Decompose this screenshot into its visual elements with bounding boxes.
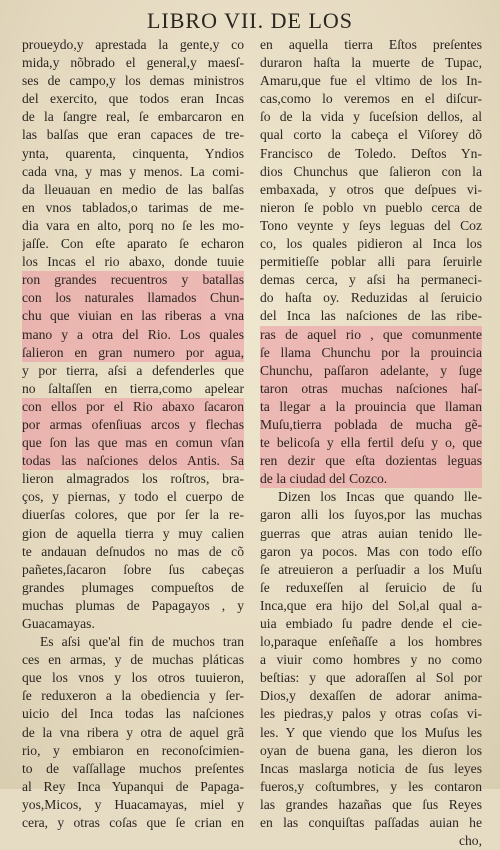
highlighted-text: por armas ofenſiuas arcos y flechas	[22, 416, 244, 432]
line-text: no ſaltaſſen en tierra,como apelear	[22, 380, 244, 396]
line-text: dia vara en alto, porq no ſe les mo-	[22, 217, 244, 233]
text-line	[22, 380, 244, 398]
text-line	[22, 398, 244, 416]
text-line	[22, 181, 244, 199]
highlighted-text: ſe llama Chunchu por la prouincia	[260, 344, 482, 360]
text-line	[22, 289, 244, 307]
text-line	[22, 90, 244, 108]
highlighted-text: de la ciudad del Cozco.	[260, 471, 388, 487]
text-line	[22, 72, 244, 90]
highlighted-text: ta llegar a la prouincia que llaman	[260, 398, 482, 414]
text-line	[22, 506, 244, 524]
text-line	[260, 669, 482, 687]
text-line	[22, 615, 244, 633]
line-text: to de vaſſallage muchos preſentes	[22, 760, 244, 776]
line-text: las balſas que eran capaces de tre-	[22, 127, 244, 143]
line-text: yos,Micos, y Huacamayas, miel y	[22, 796, 244, 812]
text-line	[260, 434, 482, 452]
text-line	[260, 181, 482, 199]
text-line	[260, 832, 482, 850]
line-text: cho,	[458, 833, 482, 849]
line-text: al Rey Inca Yupanqui de Papaga-	[22, 778, 244, 794]
text-line	[22, 543, 244, 561]
line-text: Tono veynte y ſeys leguas del Coz	[260, 217, 482, 233]
text-line	[22, 470, 244, 488]
line-text: demas cerca, y aſsi ha permaneci-	[260, 272, 482, 288]
line-text: ynta, quarenta, cinquenta, Yndios	[22, 145, 244, 161]
line-text: te andauan deſnudos no mas de cõ	[22, 543, 244, 559]
line-text: jaſſe. Con eſte aparato ſe echaron	[22, 236, 244, 252]
text-line	[260, 796, 482, 814]
text-line	[22, 669, 244, 687]
text-line	[22, 145, 244, 163]
text-line	[260, 416, 482, 434]
text-line	[260, 199, 482, 217]
highlighted-text: mano y a otra del Rio. Los quales	[22, 326, 244, 342]
text-line	[22, 796, 244, 814]
text-line	[22, 814, 244, 832]
text-line	[22, 217, 244, 235]
line-text: permitieſſe poblar alli para ſeruirle	[260, 254, 482, 270]
text-line	[260, 72, 482, 90]
text-line	[260, 579, 482, 597]
text-line	[260, 362, 482, 380]
text-line	[22, 597, 244, 615]
line-text: garon ya pocos. Mas con todo eſſo	[260, 543, 482, 559]
line-text: Es aſsi que'al fin de muchos tran	[40, 634, 244, 650]
highlighted-text: con los naturales llamados Chun-	[22, 290, 244, 306]
text-line	[260, 380, 482, 398]
line-text: de la ſangre real, ſe embarcaron en	[22, 109, 244, 125]
line-text: ces en armas, y de muchas pláticas	[22, 652, 244, 668]
highlighted-text: taron otras muchas naſciones haſ-	[260, 380, 482, 396]
line-text: Amaru,que fue el vltimo de los In-	[260, 73, 482, 89]
text-line	[22, 235, 244, 253]
line-text: los Incas el rio abaxo, donde tuuie	[22, 254, 244, 270]
text-line	[260, 398, 482, 416]
text-line	[260, 760, 482, 778]
highlighted-text: todas las naſciones delos Antis. Sa	[22, 453, 244, 469]
line-text: pañetes,ſacaron ſobre ſus cabeças	[22, 561, 244, 577]
text-line	[260, 344, 482, 362]
text-line	[260, 145, 482, 163]
line-text: uia embiado ſu padre dende el cie-	[260, 616, 482, 631]
text-line	[22, 760, 244, 778]
text-line	[260, 633, 482, 651]
line-text: garon alli los ſuyos,por las muchas	[260, 507, 482, 523]
text-line	[22, 307, 244, 325]
line-text: ſe atreuieron a perſuadir a los Muſu	[260, 561, 482, 577]
text-line	[260, 651, 482, 669]
text-line	[22, 488, 244, 506]
line-text: a viuir como hombres y no como	[260, 652, 482, 668]
text-line	[260, 90, 482, 108]
line-text: Inca,que era hijo del Sol,al qual a-	[260, 597, 482, 613]
line-text: en aquella tierra Eſtos preſentes	[260, 37, 482, 52]
text-line	[22, 126, 244, 144]
highlighted-text: con ellos por el Rio abaxo ſacaron	[22, 398, 244, 414]
line-text: fueros,y coſtumbres, y les contaron	[260, 778, 482, 794]
highlighted-text: ren dezir que eſta dozientas leguas	[260, 453, 482, 469]
text-line	[260, 543, 482, 561]
line-text: da lleuauan en medio de las balſas	[22, 181, 244, 197]
highlighted-text: que ſon las que mas en comun vſan	[22, 435, 244, 451]
text-line	[260, 705, 482, 723]
line-text: duraron haſta la muerte de Tupac,	[260, 55, 482, 71]
text-line	[260, 108, 482, 126]
line-text: les. Y que viendo que los Muſus les	[260, 724, 482, 740]
line-text: ses de campo,y los demas ministros	[22, 73, 244, 89]
text-line	[22, 705, 244, 723]
line-text: Incas maslarga noticia de ſus leyes	[260, 760, 482, 776]
text-line	[260, 217, 482, 235]
text-line	[260, 235, 482, 253]
highlighted-text: te belicoſa y ella fertil deſu y o, que	[260, 435, 482, 451]
text-line	[22, 525, 244, 543]
text-line	[260, 687, 482, 705]
text-line	[22, 724, 244, 742]
highlighted-text: ras de aquel rio , que comunmente	[260, 326, 482, 342]
highlighted-text: ſalieron en gran numero por agua,	[22, 344, 244, 360]
line-text: rio, y embiaron en reconoſcimien-	[22, 742, 244, 758]
left-column	[22, 36, 244, 832]
line-text: en las conquiſtas paſſadas auian he	[260, 815, 482, 831]
line-text: Dios,y dexaſſen de adorar anima-	[260, 688, 482, 704]
line-text: y por tierra, aſsi a defenderles que	[22, 362, 244, 378]
text-line	[260, 615, 482, 633]
text-line	[260, 271, 482, 289]
text-line	[22, 362, 244, 380]
highlighted-text: ron grandes recuentros y batallas	[22, 272, 244, 288]
line-text: las grandes hazañas que ſus Reyes	[260, 796, 482, 812]
text-line	[22, 199, 244, 217]
line-text: cas,como lo veremos en el diſcur-	[260, 91, 482, 107]
line-text: oyan de buena gana, les dieron los	[260, 742, 482, 758]
line-text: ſo de la vida y ſuceſsion dellos, al	[260, 109, 482, 125]
text-line	[22, 742, 244, 760]
line-text: uicio del Inca todas las naſciones	[22, 706, 244, 722]
text-line	[260, 126, 482, 144]
line-text: lieron almagrados los roſtros, bra-	[22, 471, 244, 487]
page-header: LIBRO VII. DE LOS	[146, 8, 354, 33]
line-text: cera, y otras coſas que ſe crian en	[22, 815, 244, 831]
text-line	[260, 36, 482, 54]
text-line	[22, 54, 244, 72]
text-line	[260, 742, 482, 760]
line-text: qual corto la cabeça el Viſorey dõ	[260, 127, 482, 143]
line-text: lo,paraque enſeñaſſe a los hombres	[260, 634, 482, 650]
text-line	[22, 434, 244, 452]
text-line	[260, 778, 482, 796]
text-line	[260, 488, 482, 506]
text-line	[260, 724, 482, 742]
text-line	[22, 452, 244, 470]
text-line	[22, 253, 244, 271]
text-line	[22, 778, 244, 796]
text-line	[22, 633, 244, 651]
text-line	[260, 307, 482, 325]
line-text: del exercito, que todos eran Incas	[22, 91, 244, 107]
line-text: beſtias: y que adoraſſen al Sol por	[260, 670, 482, 686]
line-text: que los vnos y los otros tuuieron,	[22, 670, 244, 686]
text-line	[260, 597, 482, 615]
text-line	[22, 561, 244, 579]
line-text: grandes plumages compueſtos de	[22, 579, 244, 595]
line-text: ſe reduxeron a la obediencia y ſer-	[22, 688, 244, 704]
text-line	[22, 36, 244, 54]
line-text: en vnos tablados,o tarimas de me-	[22, 199, 244, 215]
text-line	[260, 525, 482, 543]
text-line	[22, 416, 244, 434]
line-text: embaxada, y otros que deſpues vi-	[260, 181, 482, 197]
text-line	[260, 814, 482, 832]
line-text: Dizen los Incas que quando lle-	[278, 489, 482, 505]
line-text: gion de aquella tierra y muy calien	[22, 525, 244, 541]
text-line	[260, 452, 482, 470]
highlighted-text: Chunchu, paſſaron adelante, y ſuge	[260, 362, 482, 378]
line-text: proueydo,y aprestada la gente,y co	[22, 37, 244, 52]
line-text: cada vna, y mas y menos. La comi-	[22, 163, 244, 179]
text-line	[22, 651, 244, 669]
text-line	[260, 506, 482, 524]
highlighted-text: Muſu,tierra poblada de mucha gẽ-	[260, 416, 482, 432]
line-text: muchas plumas de Papagayos , y	[22, 597, 244, 613]
text-line	[260, 289, 482, 307]
text-line	[22, 271, 244, 289]
text-line	[22, 687, 244, 705]
line-text: guerras que atras auian tenido lle-	[260, 525, 482, 541]
line-text: nieron ſe poblo vn pueblo cerca de	[260, 199, 482, 215]
text-line	[22, 579, 244, 597]
text-line	[260, 561, 482, 579]
text-line	[22, 163, 244, 181]
line-text: ſe reduxeſſen al ſeruicio de ſu	[260, 579, 482, 595]
text-line	[260, 163, 482, 181]
line-text: do haſta oy. Reduzidas al ſeruicio	[260, 290, 482, 306]
text-line	[22, 108, 244, 126]
line-text: del Inca las naſciones de las ribe-	[260, 308, 482, 324]
text-line	[22, 326, 244, 344]
line-text: mida,y nõbrado el general,y maesſ-	[22, 55, 244, 71]
line-text: Guacamayas.	[22, 616, 95, 631]
line-text: dios Chunchus que ſalieron con la	[260, 163, 482, 179]
line-text: Francisco de Toledo. Deſtos Yn-	[260, 145, 482, 161]
text-line	[260, 326, 482, 344]
line-text: de la vna ribera y otra de aquel grã	[22, 724, 244, 740]
highlighted-text: chu que viuian en las riberas a vna	[22, 308, 244, 324]
line-text: co, los quales pidieron al Inca los	[260, 236, 482, 252]
line-text: ços, y piernas, y todo el cuerpo de	[22, 489, 244, 505]
text-line	[260, 470, 482, 488]
text-line	[22, 344, 244, 362]
line-text: diuerſas colores, que por ſer la re-	[22, 507, 244, 523]
text-line	[260, 253, 482, 271]
right-column	[260, 36, 482, 850]
text-line	[260, 54, 482, 72]
line-text: les piedras,y palos y otras coſas vi-	[260, 706, 482, 722]
